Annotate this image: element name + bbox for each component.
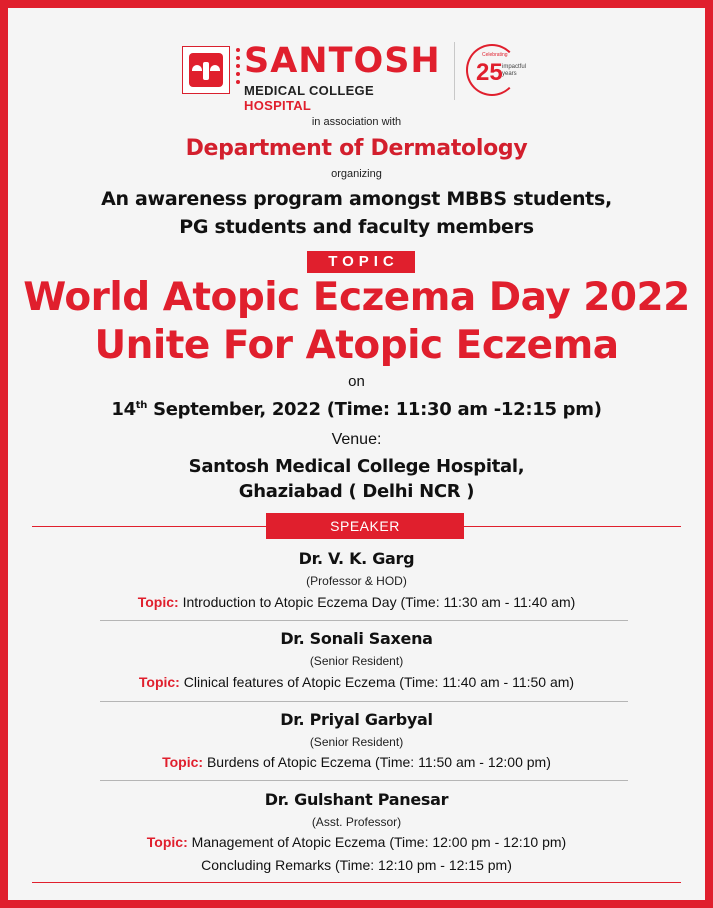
date-rest: September, 2022 (Time: 11:30 am -12:15 pm) xyxy=(147,399,602,420)
anniversary-line-1: impactful xyxy=(502,64,527,70)
event-title-line-1: World Atopic Eczema Day 2022 xyxy=(23,275,690,320)
brand-name: SANTOSH xyxy=(244,41,441,81)
speaker-name: Dr. Sonali Saxena xyxy=(280,629,433,648)
topic-text: Management of Atopic Eczema (Time: 12:00 pm - 12:10 pm) xyxy=(187,834,567,850)
speaker-badge: SPEAKER xyxy=(266,513,464,539)
topic-text: Burdens of Atopic Eczema (Time: 11:50 am - 12:00 pm) xyxy=(203,754,551,770)
speaker-name: Dr. Priyal Garbyal xyxy=(280,710,433,729)
brand-subtitle-highlight: HOSPITAL xyxy=(244,98,312,113)
speaker-separator xyxy=(100,620,628,621)
venue-line-1: Santosh Medical College Hospital, xyxy=(188,456,525,477)
topic-label: Topic: xyxy=(146,834,188,850)
date-day: 14 xyxy=(111,399,136,420)
speaker-separator xyxy=(100,701,628,702)
event-date xyxy=(8,399,705,420)
event-title-line-2: Unite For Atopic Eczema xyxy=(94,323,619,368)
anniversary-text xyxy=(502,64,526,78)
venue-label: Venue: xyxy=(331,431,382,448)
speaker-name: Dr. Gulshant Panesar xyxy=(264,790,449,809)
brand-subtitle-plain: MEDICAL COLLEGE xyxy=(244,83,374,98)
speaker-topic xyxy=(8,754,705,770)
hospital-logo xyxy=(244,42,444,113)
anniversary-prefix: Celebrating xyxy=(482,52,508,58)
venue-line-2: Ghaziabad ( Delhi NCR ) xyxy=(238,481,475,502)
speaker-role: (Asst. Professor) xyxy=(311,815,402,829)
bottom-divider-line xyxy=(32,882,681,883)
topic-text: Introduction to Atopic Eczema Day (Time: 11:30 am - 11:40 am) xyxy=(178,594,576,610)
header-logos xyxy=(8,38,705,113)
topic-label: Topic: xyxy=(138,674,180,690)
date-suffix: th xyxy=(135,400,148,411)
hospital-emblem-icon xyxy=(182,46,230,94)
speaker-topic xyxy=(8,594,705,610)
speaker-topic xyxy=(8,834,705,850)
speaker-topic xyxy=(8,674,705,690)
topic-text: Clinical features of Atopic Eczema (Time: 11:40 am - 11:50 am) xyxy=(179,674,575,690)
speaker-name: Dr. V. K. Garg xyxy=(298,549,415,568)
on-text: on xyxy=(348,373,365,390)
speaker-separator xyxy=(100,780,628,781)
anniversary-line-2: years xyxy=(502,71,517,77)
awareness-line-1: An awareness program amongst MBBS students, xyxy=(101,188,612,210)
concluding-remarks: Concluding Remarks (Time: 12:10 pm - 12:15 pm) xyxy=(201,857,512,873)
speaker-role: (Senior Resident) xyxy=(309,735,404,749)
organizing-text: organizing xyxy=(331,168,382,180)
awareness-line-2: PG students and faculty members xyxy=(179,216,534,238)
association-text: in association with xyxy=(311,116,402,128)
anniversary-logo xyxy=(464,42,526,102)
topic-badge: TOPIC xyxy=(307,251,415,273)
anniversary-number: 25 xyxy=(476,59,503,86)
topic-label: Topic: xyxy=(137,594,179,610)
logo-divider xyxy=(454,42,455,100)
brand-subtitle xyxy=(244,83,444,113)
topic-label: Topic: xyxy=(162,754,204,770)
speaker-role: (Senior Resident) xyxy=(309,654,404,668)
speaker-role: (Professor & HOD) xyxy=(306,574,407,588)
department-title: Department of Dermatology xyxy=(185,136,528,161)
